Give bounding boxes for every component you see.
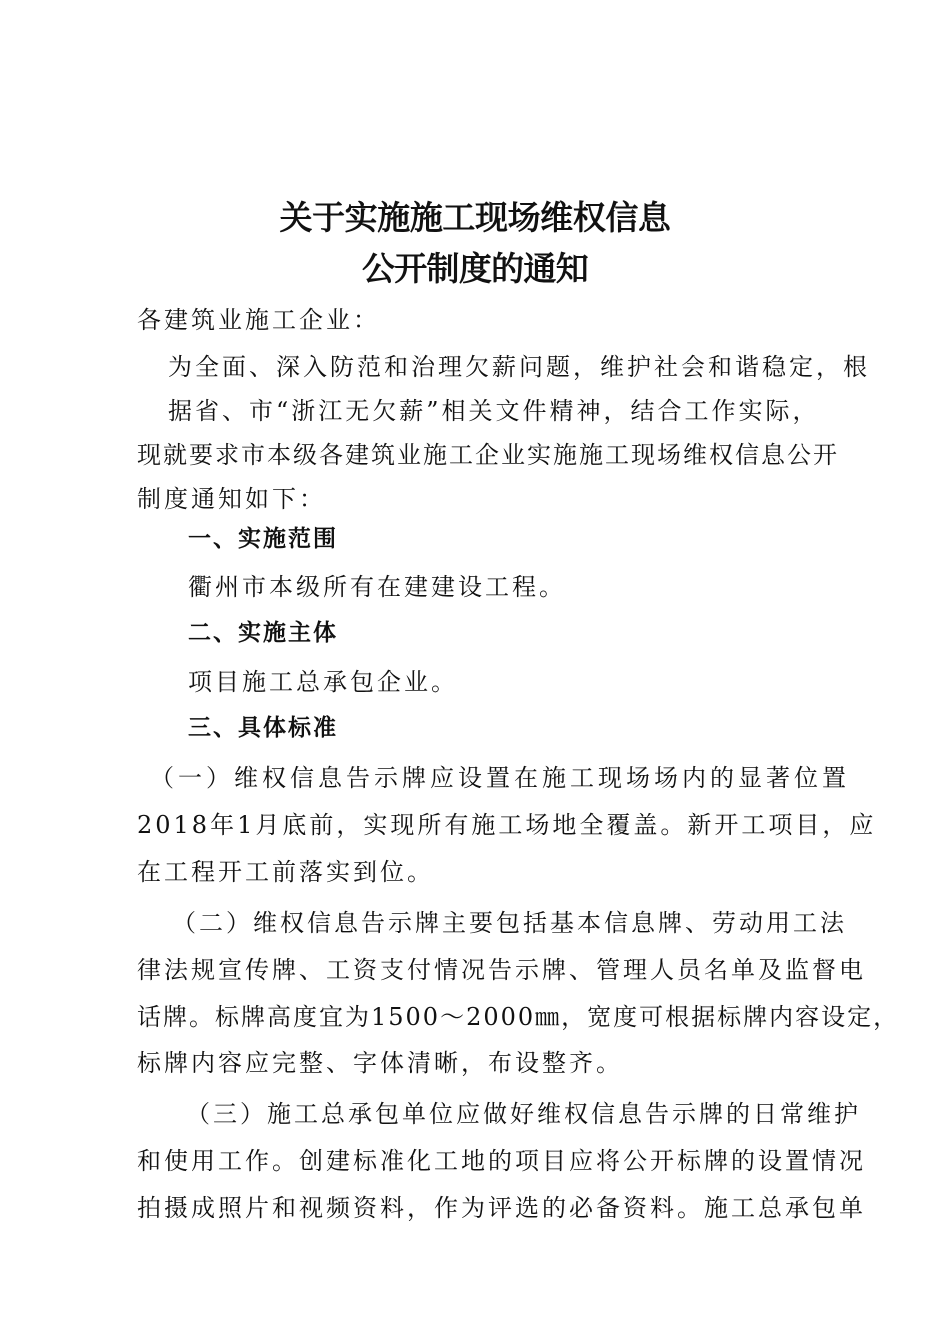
section-heading-scope: 一、实施范围 [188,526,338,552]
item-2-line: （二）维权信息告示牌主要包括基本信息牌、劳动用工法 [172,909,847,937]
item-1-line: （一）维权信息告示牌应设置在施工现场场内的显著位置 [150,764,850,792]
item-3-line: 拍摄成照片和视频资料，作为评选的必备资料。施工总承包单 [137,1194,866,1222]
document-title-line-2: 公开制度的通知 [361,249,588,288]
section-heading-subject: 二、实施主体 [188,620,338,646]
item-2-line: 律法规宣传牌、工资支付情况告示牌、管理人员名单及监督电 [137,956,866,984]
section-heading-standards: 三、具体标准 [188,715,338,741]
salutation: 各建筑业施工企业： [137,306,380,334]
item-1-line: 在工程开工前落实到位。 [137,858,434,886]
item-3-line: 和使用工作。创建标准化工地的项目应将公开标牌的设置情况 [137,1147,866,1175]
section-text-scope: 衢州市本级所有在建建设工程。 [188,573,566,601]
intro-line: 现就要求市本级各建筑业施工企业实施施工现场维权信息公开 [137,441,839,469]
document-title-line-1: 关于实施施工现场维权信息 [279,198,671,237]
item-1-line: 2018年1月底前，实现所有施工场地全覆盖。新开工项目，应 [137,811,877,839]
intro-line: 制度通知如下： [137,485,326,513]
intro-line: 为全面、深入防范和治理欠薪问题，维护社会和谐稳定，根 [168,353,870,381]
intro-line: 据省、市“浙江无欠薪”相关文件精神，结合工作实际， [168,397,820,425]
item-3-line: （三）施工总承包单位应做好维权信息告示牌的日常维护 [186,1100,861,1128]
section-text-subject: 项目施工总承包企业。 [188,668,458,696]
item-2-line: 话牌。标牌高度宜为1500～2000㎜，宽度可根据标牌内容设定， [137,1003,900,1031]
item-2-line: 标牌内容应完整、字体清晰，布设整齐。 [137,1049,623,1077]
